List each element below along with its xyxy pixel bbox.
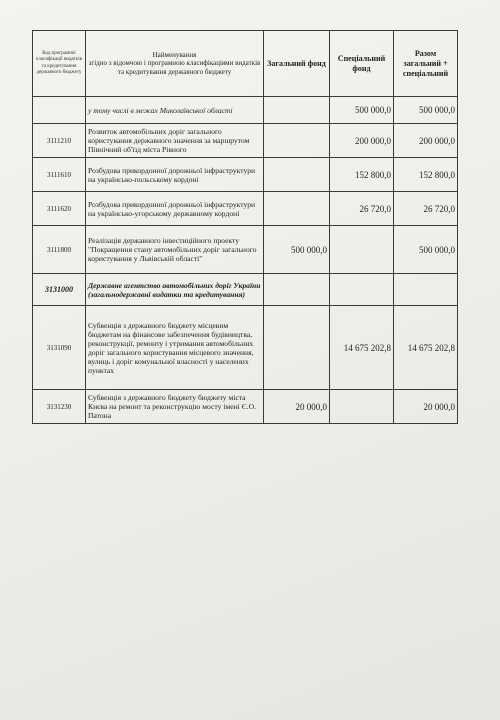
header-code: Код програмної класифікації видатків та кредитування державного бюджету [33, 31, 86, 97]
row-special: 200 000,0 [330, 124, 394, 158]
row-special: 152 800,0 [330, 158, 394, 192]
row-special [330, 274, 394, 306]
row-general [264, 97, 330, 124]
row-name: Субвенція з державного бюджету бюджету міста Києва на ремонт та реконструкцію мосту імені Є.О. Патона [86, 390, 264, 424]
table-row [33, 158, 458, 192]
row-special: 14 675 202,8 [330, 306, 394, 390]
header-special: Спеціальний фонд [330, 31, 394, 97]
row-total: 152 800,0 [394, 158, 458, 192]
row-total: 200 000,0 [394, 124, 458, 158]
table-row [33, 124, 458, 158]
row-total: 20 000,0 [394, 390, 458, 424]
row-general: 20 000,0 [264, 390, 330, 424]
row-code: 3131090 [33, 306, 86, 390]
row-code: 3131230 [33, 390, 86, 424]
row-code: 3131000 [33, 274, 86, 306]
header-general: Загальний фонд [264, 31, 330, 97]
row-code: 3111620 [33, 192, 86, 226]
header-name-title: Найменування [152, 50, 197, 59]
row-general [264, 306, 330, 390]
row-special: 26 720,0 [330, 192, 394, 226]
row-total: 26 720,0 [394, 192, 458, 226]
row-general [264, 124, 330, 158]
row-code: 3111610 [33, 158, 86, 192]
table-header-row [33, 31, 458, 97]
row-code: 3111800 [33, 226, 86, 274]
row-name: Розвиток автомобільних доріг загального користування державного значення за маршрутом Північний об'їзд міста Рівного [86, 124, 264, 158]
header-name [86, 31, 264, 97]
row-general [264, 192, 330, 226]
table-row [33, 97, 458, 124]
row-code [33, 97, 86, 124]
row-name: Державне агентство автомобільних доріг України (загальнодержавні видатки та кредитування) [86, 274, 264, 306]
row-special [330, 390, 394, 424]
row-total: 500 000,0 [394, 226, 458, 274]
row-name: у тому числі в межах Миколаївської області [86, 97, 264, 124]
row-total: 14 675 202,8 [394, 306, 458, 390]
row-general [264, 158, 330, 192]
row-name: Розбудова прикордонної дорожньої інфраструктури на українсько-угорському державному кордоні [86, 192, 264, 226]
row-code: 3111210 [33, 124, 86, 158]
header-name-subtitle: згідно з відомчою і програмною класифікаціями видатків та кредитування державного бюджету [88, 59, 261, 76]
row-name: Розбудова прикордонної дорожньої інфраструктури на українсько-польському кордоні [86, 158, 264, 192]
header-total: Разом загальний + спеціальний [394, 31, 458, 97]
row-special: 500 000,0 [330, 97, 394, 124]
row-total [394, 274, 458, 306]
table-row [33, 274, 458, 306]
table-row [33, 306, 458, 390]
table-row [33, 390, 458, 424]
row-name: Реалізація державного інвестиційного проекту "Покращення стану автомобільних доріг загального користування у Львівській області" [86, 226, 264, 274]
table-row [33, 192, 458, 226]
row-name: Субвенція з державного бюджету місцевим бюджетам на фінансове забезпечення будівництва, реконструкції, ремонту і утримання автомобільних доріг загального користування місцевого значення, вулиць і доріг комунальної власності у населених пунктах [86, 306, 264, 390]
table-row [33, 226, 458, 274]
budget-table [32, 30, 458, 424]
row-total: 500 000,0 [394, 97, 458, 124]
row-special [330, 226, 394, 274]
row-general: 500 000,0 [264, 226, 330, 274]
row-general [264, 274, 330, 306]
